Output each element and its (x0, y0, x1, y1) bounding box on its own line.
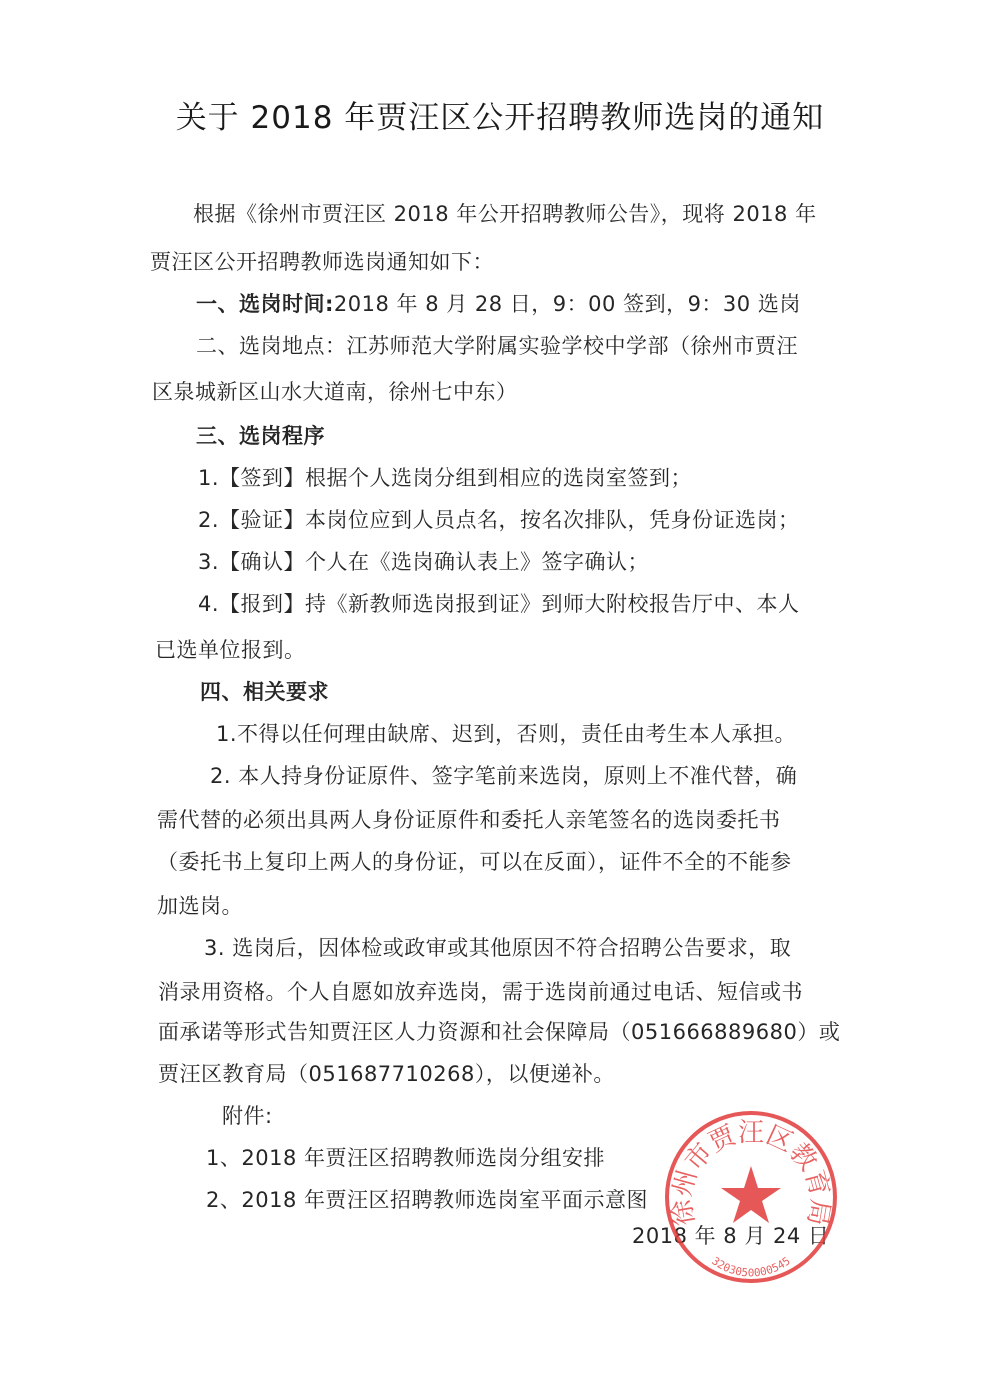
document-title: 关于 2018 年贾汪区公开招聘教师选岗的通知 (175, 100, 825, 136)
intro-line-2: 贾汪区公开招聘教师选岗通知如下： (150, 250, 494, 274)
attachment-2: 2、2018 年贾汪区招聘教师选岗室平面示意图 (206, 1188, 648, 1212)
req-2-line-4: 加选岗。 (157, 894, 243, 918)
section1-heading: 一、选岗时间: (196, 292, 334, 316)
official-seal-icon (662, 1108, 840, 1286)
section1-content: 2018 年 8 月 28 日，9：00 签到，9：30 选岗 (333, 292, 801, 316)
seal-code: 3203050000545 (709, 1254, 793, 1280)
seal-star-icon (721, 1166, 781, 1223)
intro-line-1: 根据《徐州市贾汪区 2018 年公开招聘教师公告》，现将 2018 年 (193, 202, 817, 226)
req-3-line-1: 3. 选岗后，因体检或政审或其他原因不符合招聘公告要求，取 (204, 936, 792, 960)
step-1: 1.【签到】根据个人选岗分组到相应的选岗室签到； (198, 466, 693, 490)
req-2-line-2: 需代替的必须出具两人身份证原件和委托人亲笔签名的选岗委托书 (157, 808, 781, 832)
seal-text: 徐州市贾汪区教育局 (666, 1118, 836, 1228)
step-4-cont: 已选单位报到。 (155, 638, 306, 662)
section2-line-1: 二、选岗地点：江苏师范大学附属实验学校中学部（徐州市贾汪 (196, 334, 798, 358)
section3-heading: 三、选岗程序 (196, 424, 325, 448)
req-2-line-3: （委托书上复印上两人的身份证，可以在反面），证件不全的不能参 (157, 850, 792, 874)
req-3-line-3: 面承诺等形式告知贾汪区人力资源和社会保障局（051666889680）或 (158, 1020, 841, 1044)
attachment-1: 1、2018 年贾汪区招聘教师选岗分组安排 (206, 1146, 605, 1170)
req-3-line-2: 消录用资格。个人自愿如放弃选岗，需于选岗前通过电话、短信或书 (158, 980, 803, 1004)
step-2: 2.【验证】本岗位应到人员点名，按名次排队，凭身份证选岗； (198, 508, 800, 532)
attachments-label: 附件: (222, 1104, 273, 1128)
document-date: 2018 年 8 月 24 日 (632, 1224, 830, 1248)
section4-heading: 四、相关要求 (200, 680, 329, 704)
step-4: 4.【报到】持《新教师选岗报到证》到师大附校报告厅中、本人 (198, 592, 800, 616)
req-2-line-1: 2. 本人持身份证原件、签字笔前来选岗，原则上不准代替，确 (210, 764, 798, 788)
req-1: 1.不得以任何理由缺席、迟到，否则，责任由考生本人承担。 (216, 722, 797, 746)
step-3: 3.【确认】个人在《选岗确认表上》签字确认； (198, 550, 650, 574)
req-3-line-4: 贾汪区教育局（051687710268），以便递补。 (158, 1062, 615, 1086)
section2-line-2: 区泉城新区山水大道南，徐州七中东） (152, 380, 518, 404)
section1 (196, 288, 801, 318)
